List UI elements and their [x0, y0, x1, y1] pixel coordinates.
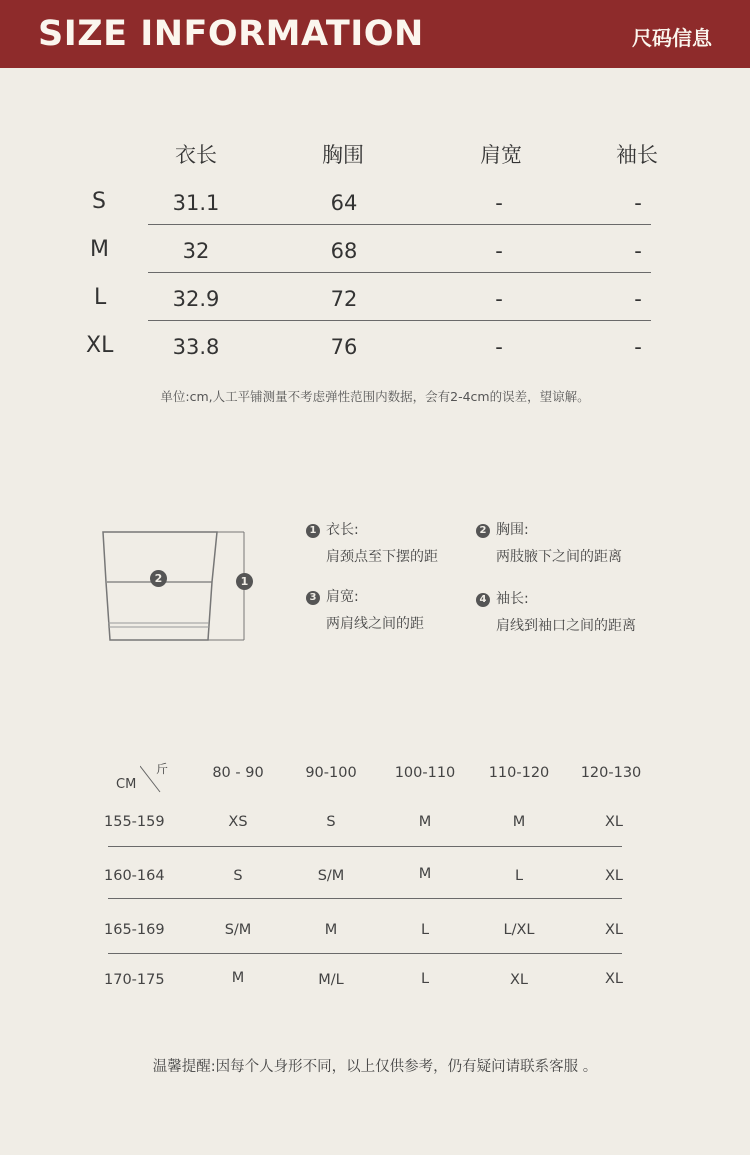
row-divider [148, 224, 651, 225]
table-cell: - [634, 191, 642, 215]
table-cell: 32 [182, 239, 210, 263]
corner-jin-label: 斤 [156, 762, 169, 776]
measure-sleeve [476, 588, 636, 635]
corner-cm-label: CM [116, 777, 137, 792]
table-cell: 64 [330, 191, 358, 215]
size-label: S [92, 189, 106, 214]
table-cell: XL [509, 972, 528, 988]
weight-header: 120-130 [580, 765, 642, 781]
page-title-cn: 尺码信息 [632, 26, 712, 50]
table-cell: - [634, 239, 642, 263]
table-cell: - [634, 335, 642, 359]
table-cell: 31.1 [172, 191, 220, 215]
table-cell: 76 [330, 335, 358, 359]
weight-header: 80 - 90 [212, 765, 264, 781]
reminder-note: 温馨提醒:因每个人身形不同，以上仅供参考，仍有疑问请联系客服 。 [152, 1059, 598, 1075]
table-cell: S/M [224, 922, 252, 938]
measure-name: 衣长: [326, 522, 359, 538]
table-cell: 72 [330, 287, 358, 311]
table-cell: 68 [330, 239, 358, 263]
weight-header: 100-110 [394, 765, 456, 781]
page-title: SIZE INFORMATION [38, 14, 424, 54]
table-cell: - [634, 287, 642, 311]
height-label: 160-164 [104, 868, 165, 884]
col-header-shoulder: 肩宽 [480, 143, 522, 167]
table-cell: - [495, 239, 503, 263]
table-cell: M [324, 922, 338, 938]
table-cell: XL [604, 814, 623, 830]
measure-desc: 肩线到袖口之间的距离 [496, 618, 636, 634]
table-cell: XL [604, 868, 623, 884]
chest-marker: 2 [150, 570, 167, 587]
size-label: XL [86, 333, 114, 358]
table-cell: 32.9 [172, 287, 220, 311]
table-cell: L [420, 971, 430, 987]
table-cell: M/L [318, 972, 344, 988]
number-badge: 1 [306, 524, 320, 538]
table-cell: M [418, 814, 432, 830]
measure-shoulder [306, 586, 424, 633]
table-cell: XL [604, 922, 623, 938]
row-divider [108, 953, 622, 954]
row-divider [148, 320, 651, 321]
measure-desc: 两肢腋下之间的距离 [496, 549, 622, 565]
row-divider [108, 898, 622, 899]
height-label: 165-169 [104, 922, 165, 938]
table-cell: M [418, 866, 432, 882]
header-bar [0, 0, 750, 68]
measure-chest [476, 519, 622, 566]
measure-desc: 两肩线之间的距 [326, 616, 424, 632]
measure-name: 胸围: [496, 522, 529, 538]
table-cell: XL [604, 971, 623, 987]
table-cell: M [512, 814, 526, 830]
number-badge: 3 [306, 591, 320, 605]
measure-name: 袖长: [496, 591, 529, 607]
table-cell: S [326, 814, 336, 830]
measure-desc: 肩颈点至下摆的距 [326, 549, 438, 565]
garment-diagram [100, 530, 250, 645]
col-header-sleeve: 袖长 [616, 143, 658, 167]
table-cell: M [231, 970, 245, 986]
height-label: 170-175 [104, 972, 165, 988]
size-label: M [90, 237, 109, 262]
table-cell: S [233, 868, 243, 884]
row-divider [148, 272, 651, 273]
number-badge: 4 [476, 593, 490, 607]
table-cell: XS [228, 814, 248, 830]
measurement-note: 单位:cm,人工平铺测量不考虑弹性范围内数据，会有2-4cm的误差，望谅解。 [160, 389, 590, 404]
measure-length [306, 519, 438, 566]
measure-name: 肩宽: [326, 589, 359, 605]
height-label: 155-159 [104, 814, 165, 830]
weight-header: 110-120 [488, 765, 550, 781]
table-cell: - [495, 191, 503, 215]
size-label: L [94, 285, 107, 310]
table-cell: - [495, 335, 503, 359]
table-cell: S/M [317, 868, 345, 884]
garment-outline [100, 530, 250, 645]
number-badge: 2 [476, 524, 490, 538]
weight-header: 90-100 [305, 765, 357, 781]
row-divider [108, 846, 622, 847]
col-header-length: 衣长 [175, 143, 217, 167]
table-cell: L [514, 868, 524, 884]
table-cell: 33.8 [172, 335, 220, 359]
table-cell: L/XL [503, 922, 535, 938]
length-marker: 1 [236, 573, 253, 590]
table-cell: - [495, 287, 503, 311]
col-header-chest: 胸围 [322, 143, 364, 167]
table-cell: L [420, 922, 430, 938]
